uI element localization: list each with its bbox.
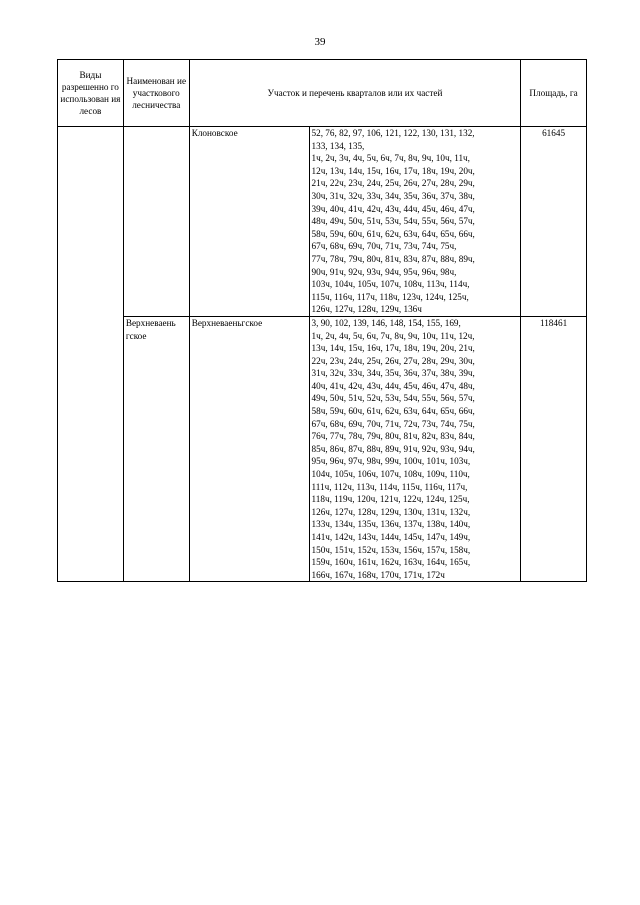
quarters-line: 31ч, 32ч, 33ч, 34ч, 35ч, 36ч, 37ч, 38ч, 39ч, (311, 368, 475, 379)
table-header-row (58, 60, 587, 127)
quarters-line: 30ч, 31ч, 32ч, 33ч, 34ч, 35ч, 36ч, 37ч, 38ч, (311, 190, 475, 201)
quarters-line: 95ч, 96ч, 97ч, 98ч, 99ч, 100ч, 101ч, 103ч, (311, 456, 471, 467)
quarters-line: 85ч, 86ч, 87ч, 88ч, 89ч, 91ч, 92ч, 93ч, 94ч, (311, 443, 475, 454)
quarters-line: 39ч, 40ч, 41ч, 42ч, 43ч, 44ч, 45ч, 46ч, 47ч, (311, 203, 475, 214)
quarters-line: 48ч, 49ч, 50ч, 51ч, 53ч, 54ч, 55ч, 56ч, 57ч, (311, 216, 475, 227)
forest-use-table (57, 59, 587, 582)
quarters-line: 159ч, 160ч, 161ч, 162ч, 163ч, 164ч, 165ч, (311, 557, 471, 568)
quarters-line: 22ч, 23ч, 24ч, 25ч, 26ч, 27ч, 28ч, 29ч, 30ч, (311, 355, 475, 366)
quarters-line: 67ч, 68ч, 69ч, 70ч, 71ч, 73ч, 74ч, 75ч, (311, 241, 457, 252)
parcel-cell: Верхневаеньгское (189, 316, 309, 581)
quarters-cell (309, 127, 521, 317)
quarters-line: 76ч, 77ч, 78ч, 79ч, 80ч, 81ч, 82ч, 83ч, 84ч, (311, 431, 475, 442)
district-cell (123, 127, 189, 317)
quarters-line: 126ч, 127ч, 128ч, 129ч, 136ч (311, 304, 422, 315)
quarters-line: 118ч, 119ч, 120ч, 121ч, 122ч, 124ч, 125ч, (311, 494, 470, 505)
quarters-line: 13ч, 14ч, 15ч, 16ч, 17ч, 18ч, 19ч, 20ч, 21ч, (311, 343, 475, 354)
header-district-name: Наименован ие участкового лесничества (123, 60, 189, 127)
quarters-line: 133ч, 134ч, 135ч, 136ч, 137ч, 138ч, 140ч, (311, 519, 471, 530)
quarters-line: 103ч, 104ч, 105ч, 107ч, 108ч, 113ч, 114ч, (311, 279, 470, 290)
page-number: 39 (314, 36, 326, 48)
header-area: Площадь, га (521, 60, 587, 127)
quarters-line: 166ч, 167ч, 168ч, 170ч, 171ч, 172ч (311, 569, 445, 580)
quarters-line: 111ч, 112ч, 113ч, 114ч, 115ч, 116ч, 117ч, (311, 481, 468, 492)
quarters-line: 115ч, 116ч, 117ч, 118ч, 123ч, 124ч, 125ч, (311, 291, 469, 302)
parcel-cell: Клоновское (189, 127, 309, 317)
quarters-line: 1ч, 2ч, 3ч, 4ч, 5ч, 6ч, 7ч, 8ч, 9ч, 10ч, 11ч, (311, 153, 470, 164)
quarters-cell (309, 316, 521, 581)
quarters-line: 150ч, 151ч, 152ч, 153ч, 156ч, 157ч, 158ч, (311, 544, 471, 555)
quarters-line: 104ч, 105ч, 106ч, 107ч, 108ч, 109ч, 110ч, (311, 469, 470, 480)
quarters-line: 21ч, 22ч, 23ч, 24ч, 25ч, 26ч, 27ч, 28ч, 29ч, (311, 178, 475, 189)
quarters-line: 126ч, 127ч, 128ч, 129ч, 130ч, 131ч, 132ч, (311, 506, 471, 517)
quarters-line: 133, 134, 135, (311, 140, 365, 151)
quarters-line: 1ч, 2ч, 4ч, 5ч, 6ч, 7ч, 8ч, 9ч, 10ч, 11ч, 12ч, (311, 330, 475, 341)
quarters-line: 40ч, 41ч, 42ч, 43ч, 44ч, 45ч, 46ч, 47ч, 48ч, (311, 380, 475, 391)
quarters-line: 90ч, 91ч, 92ч, 93ч, 94ч, 95ч, 96ч, 98ч, (311, 266, 457, 277)
header-use-type: Виды разрешенно го использован ия лесов (58, 60, 124, 127)
quarters-line: 49ч, 50ч, 51ч, 52ч, 53ч, 54ч, 55ч, 56ч, 57ч, (311, 393, 475, 404)
quarters-line: 12ч, 13ч, 14ч, 15ч, 16ч, 17ч, 18ч, 19ч, 20ч, (311, 165, 475, 176)
quarters-line: 141ч, 142ч, 143ч, 144ч, 145ч, 147ч, 149ч, (311, 532, 471, 542)
quarters-line: 3, 90, 102, 139, 146, 148, 154, 155, 169, (311, 317, 461, 328)
district-cell: Верхневаень гское (123, 316, 189, 581)
area-cell: 61645 (521, 127, 587, 317)
table-row (58, 316, 587, 581)
quarters-line: 77ч, 78ч, 79ч, 80ч, 81ч, 83ч, 87ч, 88ч, 89ч, (311, 253, 475, 264)
use-type-cell (58, 127, 124, 582)
quarters-line: 67ч, 68ч, 69ч, 70ч, 71ч, 72ч, 73ч, 74ч, 75ч, (311, 418, 475, 429)
quarters-line: 52, 76, 82, 97, 106, 121, 122, 130, 131, 132, (311, 128, 475, 138)
area-cell: 118461 (521, 316, 587, 581)
quarters-line: 58ч, 59ч, 60ч, 61ч, 62ч, 63ч, 64ч, 65ч, 66ч, (311, 406, 475, 417)
header-parcel: Участок и перечень кварталов или их частей (189, 60, 520, 127)
quarters-line: 58ч, 59ч, 60ч, 61ч, 62ч, 63ч, 64ч, 65ч, 66ч, (311, 228, 475, 239)
table-row (58, 127, 587, 317)
